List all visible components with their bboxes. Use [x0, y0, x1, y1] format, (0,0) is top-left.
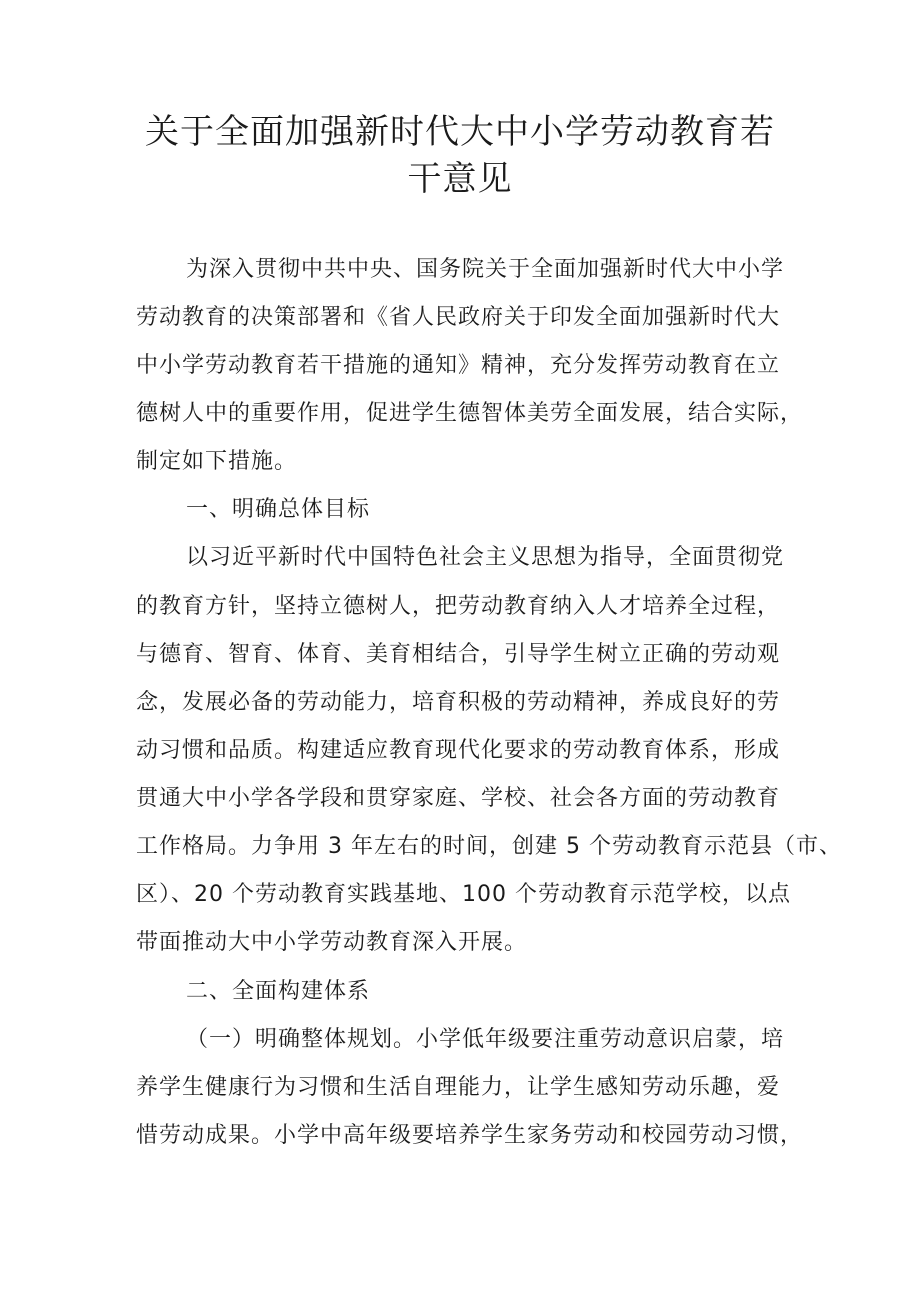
paragraph-line: 为深入贯彻中共中央、国务院关于全面加强新时代大中小学 — [186, 257, 785, 282]
paragraph-line: 以习近平新时代中国特色社会主义思想为指导，全面贯彻党 — [186, 545, 785, 570]
paragraph-line: 中小学劳动教育若干措施的通知》精神，充分发挥劳动教育在立 — [136, 353, 781, 378]
paragraph-line: 贯通大中小学各学段和贯穿家庭、学校、社会各方面的劳动教育 — [136, 786, 781, 811]
paragraph-line: 劳动教育的决策部署和《省人民政府关于印发全面加强新时代大 — [136, 305, 781, 330]
paragraph-line: 的教育方针，坚持立德树人，把劳动教育纳入人才培养全过程， — [136, 594, 781, 619]
paragraph-line: 德树人中的重要作用，促进学生德智体美劳全面发展，结合实际， — [136, 401, 804, 426]
section-heading: 二、全面构建体系 — [186, 979, 371, 1004]
document-title-line-1: 关于全面加强新时代大中小学劳动教育若 — [145, 112, 775, 152]
paragraph-line: 区）、20 个劳动教育实践基地、100 个劳动教育示范学校，以点 — [136, 882, 791, 907]
paragraph-line: 念，发展必备的劳动能力，培育积极的劳动精神，养成良好的劳 — [136, 690, 781, 715]
paragraph-line: 与德育、智育、体育、美育相结合，引导学生树立正确的劳动观 — [136, 642, 781, 667]
paragraph-line: 动习惯和品质。构建适应教育现代化要求的劳动教育体系，形成 — [136, 738, 781, 763]
paragraph-line: 制定如下措施。 — [136, 449, 298, 474]
paragraph-line: （一）明确整体规划。小学低年级要注重劳动意识启蒙，培 — [186, 1027, 785, 1052]
paragraph-line: 惜劳动成果。小学中高年级要培养学生家务劳动和校园劳动习惯， — [136, 1123, 804, 1148]
document-title-line-2: 干意见 — [407, 159, 513, 199]
paragraph-line: 带面推动大中小学劳动教育深入开展。 — [136, 930, 528, 955]
paragraph-line: 养学生健康行为习惯和生活自理能力，让学生感知劳动乐趣，爱 — [136, 1075, 781, 1100]
section-heading: 一、明确总体目标 — [186, 497, 371, 522]
paragraph-line: 工作格局。力争用 3 年左右的时间，创建 5 个劳动教育示范县（市、 — [136, 834, 842, 859]
